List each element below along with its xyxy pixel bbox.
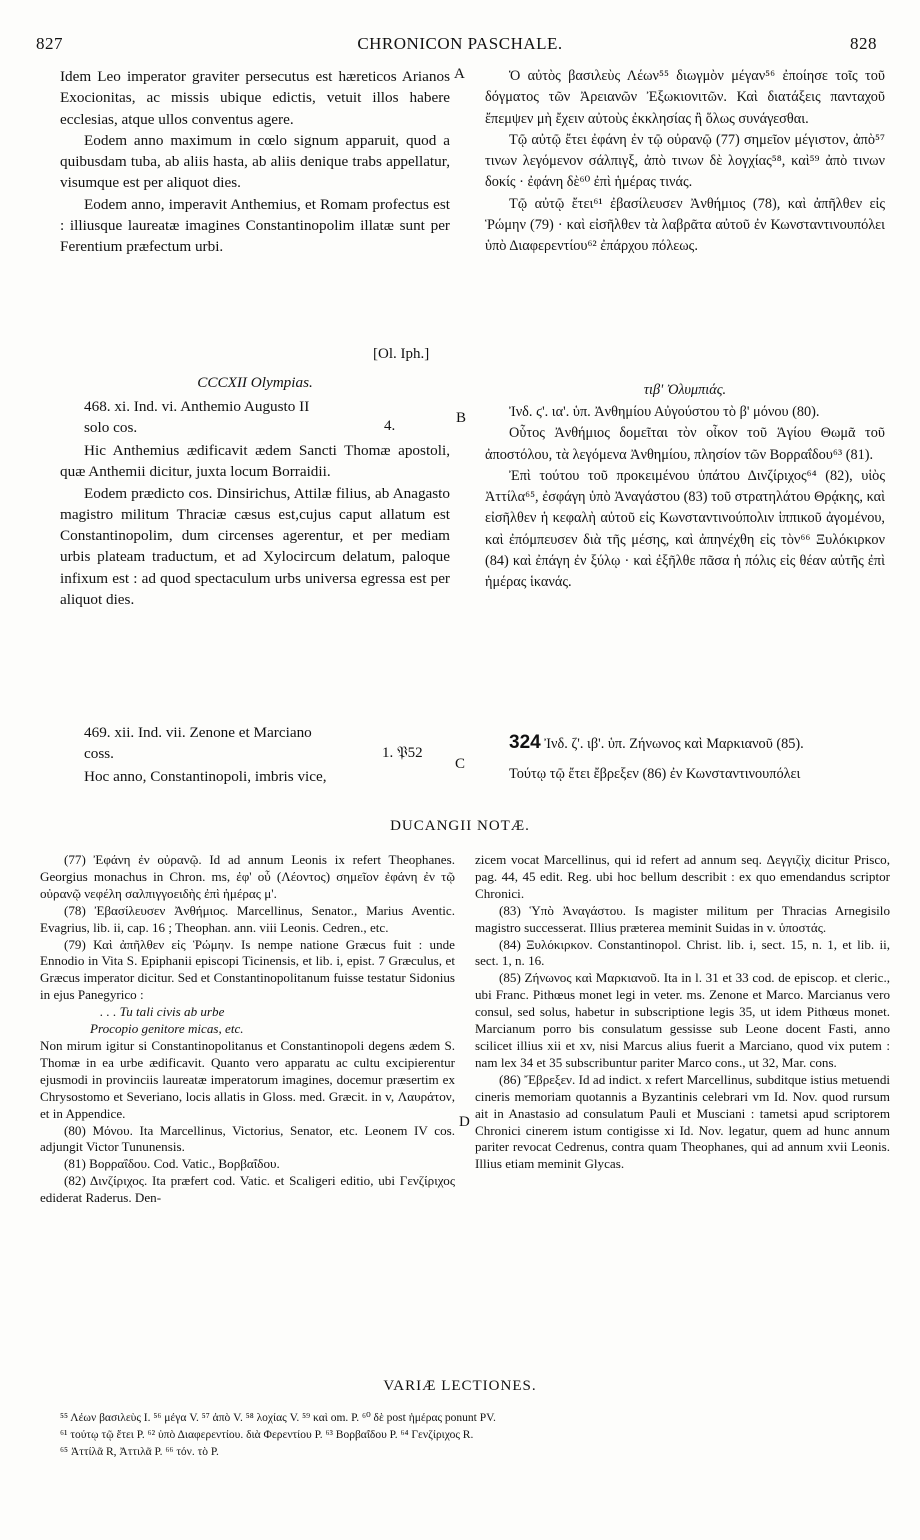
greek-paragraph: Τῷ αὐτῷ ἔτει ἐφάνη ἐν τῷ οὐρανῷ (77) σημεῖον μέγιστον, ἀπὸ⁵⁷ τινων λεγόμενον σάλπιγξ, ἀπὸ τινων δὲ λογχίας⁵⁸, καὶ⁵⁹ ἀπὸ τινων δοκίς · ἐφάνη δὲ⁶⁰ ἐπὶ ἡμέρας τινάς. — [485, 131, 885, 191]
entry-468-line-2: solo cos. — [84, 419, 138, 437]
greek-olympiad-title-text: τιβ' Ὀλυμπιάς. — [643, 382, 727, 398]
note-82-continued: zicem vocat Marcellinus, qui id refert ad annum seq. Δεγγιζὶχ dicitur Prisco, pag. 44, 45 edit. Reg. ubi hoc bellum describit : ex quo emendandus scriptor Chronici. — [475, 852, 890, 901]
entry-468-line-1: 468. xi. Ind. vi. Anthemio Augusto II — [84, 398, 310, 415]
note-79-continued: Non mirum igitur si Constantinopolitanus et Constantinopoli degens ædem S. Thomæ in ea urbe ædificavit. Quanto vero apparatu ac cultu excipierentur ejusmodi in provinciis laureatæ imperatorum imagines, docemur præsertim ex Chrysostomo et Severiano, locis allatis in Gloss. med. Græcit. in v, Λαυράτον, et in Appendice. — [40, 1037, 455, 1121]
lectiones-line: ⁶¹ τούτῳ τῷ ἔτει P. ⁶² ὑπὸ Διαφερεντίου. διὰ Φερεντίου P. ⁶³ Βορβαΐδου P. ⁶⁴ Γενζίριχος R. — [60, 1429, 474, 1441]
greek-entry-324 — [485, 732, 885, 755]
greek-paragraph: Οὗτος Ἀνθήμιος δομεῖται τὸν οἶκον τοῦ Ἁγίου Θωμᾶ τοῦ ἀποστόλου, τὰ λεγόμενα Ἀνθημίου, πλησίον τῶν Βορραΐδου⁶³ (81). — [485, 425, 885, 463]
lectiones-line: ⁵⁵ Λέων βασιλεὺς I. ⁵⁶ μέγα V. ⁵⁷ ἀπὸ V. ⁵⁸ λοχίας V. ⁵⁹ καὶ om. P. ⁶⁰ δὲ post ἡμέρας ponunt PV. — [60, 1412, 496, 1424]
greek-olympiad-title — [485, 380, 885, 401]
note-79-verse-2: Procopio genitore micas, etc. — [90, 1021, 244, 1037]
margin-letter-a: A — [454, 66, 465, 82]
note-79-verse-1: . . . Tu tali civis ab urbe — [100, 1004, 225, 1020]
note-79: (79) Καὶ ἀπῆλθεν εἰς Ῥώμην. Is nempe natione Græcus fuit : unde Ennodio in Vita S. Epiphanii episcopi Ticinensis, et lib. i, epist. 7 Græculus, et Græcus imperator dicitur. Sed et Constantinopolitanum fuisse testatur Sidonius in ejus Panegyrico : — [40, 936, 455, 1003]
note-80: (80) Μόνου. Ita Marcellinus, Victorius, Senator, etc. Leonem IV cos. adjungit Victor Tununensis. — [40, 1122, 455, 1155]
greek-paragraph: Ὁ αὐτὸς βασιλεὺς Λέων⁵⁵ διωγμὸν μέγαν⁵⁶ ἐποίησε τοῖς τοῦ δόγματος τῶν Ἀρειανῶν Ἐξωκιονιτῶν. Καὶ διατάξεις πανταχοῦ ἔπεμψεν μὴ ἔχειν αὐτοὺς ἐκκλησίας ἢ ὅλως συνάγεσθαι. — [485, 68, 885, 127]
latin-paragraph: Eodem anno maximum in cœlo signum apparuit, quod a quibusdam tuba, ab aliis hasta, ab aliis denique trabs appellatur, visumque est per aliquot dies. — [60, 131, 450, 192]
entry-468-margin-number: 4. — [384, 418, 396, 434]
note-78: (78) Ἐβασίλευσεν Ἀνθήμιος. Marcellinus, Senator., Marius Aventic. Evagrius, lib. ii, cap. 16 ; Theophan. ann. viii Leonis. Cedren., etc. — [40, 902, 455, 935]
note-81: (81) Βορραΐδου. Cod. Vatic., Βορβαΐδου. — [64, 1156, 280, 1172]
greek-column-3 — [485, 764, 885, 785]
note-83: (83) Ὑπὸ Ἀναγάστου. Is magister militum per Thracias Arnegisilo magistro successerat. Illius præterea meminit Suidas in v. ὑποστάς. — [475, 902, 890, 935]
note-82: (82) Δινζίριχος. Ita præfert cod. Vatic. et Scaligeri editio, ubi Γενζίριχος ediderat Raderus. Den- — [40, 1173, 455, 1206]
olympiad-reference: [Ol. Iph.] — [373, 346, 430, 362]
greek-column — [485, 66, 885, 258]
greek-paragraph: Τούτῳ τῷ ἔτει ἔβρεξεν (86) ἐν Κωνσταντινουπόλει — [509, 766, 801, 782]
latin-paragraph: Hic Anthemius ædificavit ædem Sancti Thomæ apostoli, quæ Anthemii dicitur, juxta locum Borraidii. — [60, 442, 450, 481]
notes-right-column — [475, 852, 890, 1173]
greek-entry-line: Ἰνδ. ζ'. ιβ'. ὑπ. Ζήνωνος καὶ Μαρκιανοῦ (85). — [544, 736, 804, 752]
greek-paragraph: Ἐπὶ τούτου τοῦ προκειμένου ὑπάτου Δινζίριχος⁶⁴ (82), υἱὸς Ἀττίλα⁶⁵, ἐσφάγη ὑπὸ Ἀναγάστου (83) τοῦ στρατηλάτου Θρᾴκης, καὶ εἰσῆλθεν ἡ κεφαλὴ αὐτοῦ εἰς Κωνσταντινούπολιν ἱππικοῦ ἀγομένου, καὶ ἐπόμπευσεν διὰ τῆς μέσης, καὶ ἀπηνέχθη εἰς τὸν⁶⁶ Ξυλόκιρκον (84) καὶ ἐπάγη ἐν ξύλῳ · καὶ ἐξῆλθε πᾶσα ἡ πόλις εἰς θέαν αὐτῆς ἐπὶ ἡμέρας ἱκανάς. — [485, 467, 885, 591]
note-84: (84) Ξυλόκιρκον. Constantinopol. Christ. lib. i, sect. 15, n. 1, et lib. ii, sect. 1, n. 16. — [475, 936, 890, 969]
margin-letter-d: D — [459, 1114, 470, 1130]
latin-column — [60, 66, 450, 258]
entry-469-line-1: 469. xii. Ind. vii. Zenone et Marciano — [84, 724, 312, 741]
margin-letter-b: B — [456, 410, 467, 426]
greek-paragraph: Τῷ αὐτῷ ἔτει⁶¹ ἐβασίλευσεν Ἀνθήμιος (78), καὶ ἀπῆλθεν εἰς Ῥώμην (79) · καὶ εἰσῆλθεν τὰ λαβρᾶτα αὐτοῦ ἐν Κωνσταντινουπόλει ὑπὸ Διαφερεντίου⁶² ἐπάρχου πόλεως. — [485, 195, 885, 255]
latin-paragraph: Eodem prædicto cos. Dinsirichus, Attilæ filius, ab Anagasto magistro militum Thraciæ cæsus est,cujus caput allatum est Constantinopolim, dum circenses agerentur, et per mediam urbis plateam traductum, et ad Xylocircum delatum, paloque infixum est : ad quod spectaculum urbs universa egressa est per aliquot dies. — [60, 484, 450, 609]
latin-paragraph: Hoc anno, Constantinopoli, imbris vice, — [84, 768, 327, 785]
latin-column-3 — [60, 766, 450, 787]
latin-olympiad-title-text: CCCXII Olympias. — [197, 374, 313, 391]
margin-letter-c: C — [455, 756, 466, 772]
entry-469-margin-number: 1. 𝔓52 — [382, 745, 423, 761]
latin-paragraph: Idem Leo imperator graviter persecutus est hæreticos Arianos Exocionitas, ac missis ubique edictis, vetuit illos habere ecclesias, atque ullos conventus agere. — [60, 68, 450, 128]
latin-column-2 — [60, 440, 450, 610]
lectiones-block — [60, 1410, 900, 1461]
greek-column-2 — [485, 402, 885, 594]
page-number-left: 827 — [36, 34, 63, 53]
greek-entry-line: Ἰνδ. ϛ'. ια'. ὑπ. Ἀνθημίου Αὐγούστου τὸ β' μόνου (80). — [509, 404, 820, 420]
entry-number-324: 324 — [509, 732, 541, 753]
page-number-right: 828 — [850, 34, 877, 53]
lectiones-title: VARIÆ LECTIONES. — [383, 1378, 537, 1394]
latin-olympiad-title — [60, 372, 450, 393]
note-86: (86) Ἔβρεξεν. Id ad indict. x refert Marcellinus, subditque istius metuendi cineris memoriam quotannis a Byzantinis celebrari vm Id. Nov. quod rursum ait in Anastasio ad consulatum Pauli et Musciani : tametsi apud scriptorem Chronici cinerem istum contigisse xi Id. Nov. legatur, quem ad hunc annum pariter revocat Cedrenus, contra quam Theophanes, qui ad annum xvii Leonis. Illius etiam meminit Glycas. — [475, 1071, 890, 1172]
note-77: (77) Ἐφάνη ἐν οὐρανῷ. Id ad annum Leonis ix refert Theophanes. Georgius monachus in Chron. ms, ἐφ' οὗ (Λέοντος) σημεῖον ἐφάνη ἐν τῷ οὐρανῷ νεφέλη σαλπιγγοειδὴς ἐπὶ ἡμέρας μ'. — [40, 852, 455, 901]
entry-469-line-2: coss. — [84, 745, 114, 763]
latin-paragraph: Eodem anno, imperavit Anthemius, et Romam profectus est : illiusque laureatæ imagines Constantinopolim illatæ sunt per Ferentium præfectum urbi. — [60, 195, 450, 256]
notes-title: DUCANGII NOTÆ. — [390, 818, 530, 834]
running-title: CHRONICON PASCHALE. — [357, 34, 563, 53]
notes-left-column — [40, 852, 455, 1207]
note-85: (85) Ζήνωνος καὶ Μαρκιανοῦ. Ita in l. 31 et 33 cod. de episcop. et cleric., ubi Franc. Pithœus monet legi in veter. ms. Zenone et Marco. Marcianus vero consul, sed solus, habetur in subscriptione legis 35, ut idem Pithœus monet. Marcianum porro bis consulatum gessisse sub Leone docent Fasti, anno scilicet illius xii et xv, nisi Marcus alius fuerit a Marciano, quod vix putem : nam lex 34 et 35 subscribuntur pariter Marco cons., ut 32, Mar. cons. — [475, 970, 890, 1070]
lectiones-line: ⁶⁵ Ἀττίλᾶ R, Ἀττιλᾶ P. ⁶⁶ τόν. τὸ P. — [60, 1446, 219, 1458]
